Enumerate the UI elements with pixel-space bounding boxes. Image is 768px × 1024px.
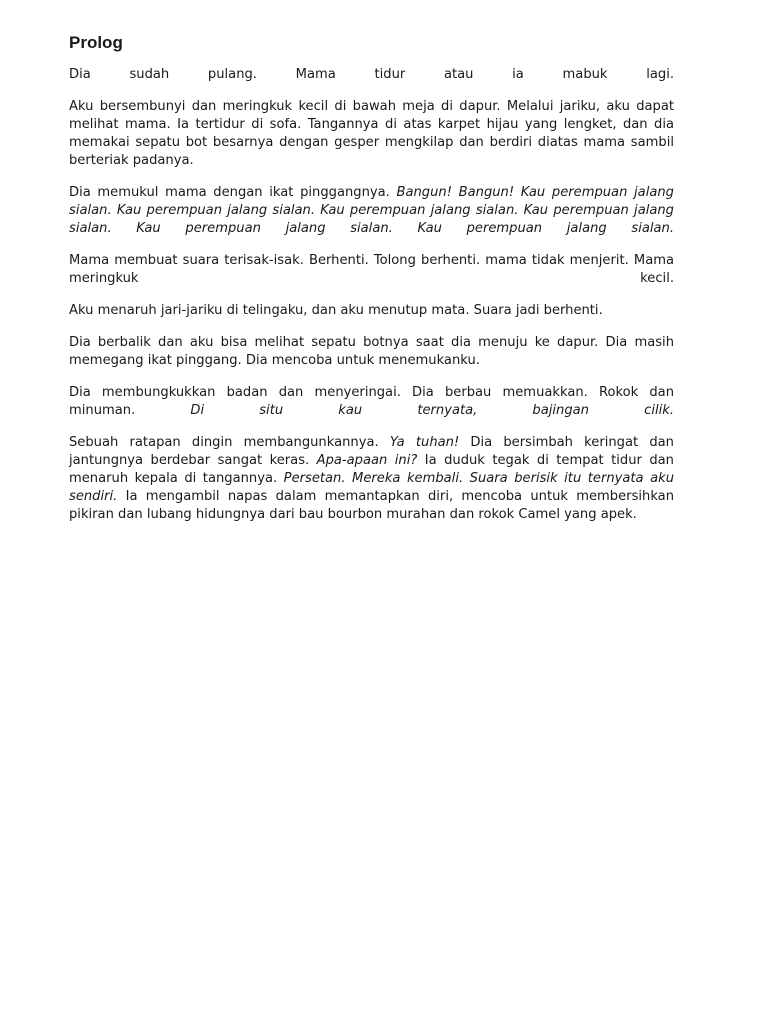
- paragraph-1: [69, 66, 674, 84]
- paragraph-7: [69, 384, 674, 420]
- paragraph-text: Mama membuat suara terisak-isak. Berhenti. Tolong berhenti. mama tidak menjerit. Mama meringkuk kecil.: [69, 253, 674, 286]
- paragraph-text: Dia bersimbah keringat dan jantungnya berdebar sangat keras.: [69, 435, 674, 468]
- paragraph-text: Dia memukul mama dengan ikat pinggangnya.: [69, 185, 397, 200]
- paragraph-5: [69, 302, 674, 320]
- paragraph-8: [69, 434, 674, 524]
- paragraph-italic-text: Di situ kau ternyata, bajingan cilik.: [190, 403, 674, 418]
- paragraph-text: Ia duduk tegak di tempat tidur dan menaruh kepala di tangannya.: [69, 453, 674, 486]
- paragraph-italic-text: Persetan. Mereka kembali. Suara berisik itu ternyata aku sendiri.: [69, 471, 674, 504]
- paragraph-italic-text: Apa-apaan ini?: [316, 453, 418, 468]
- paragraph-text: Ia mengambil napas dalam memantapkan diri, mencoba untuk membersihkan pikiran dan lubang hidungnya dari bau bourbon murahan dan rokok Camel yang apek.: [69, 489, 674, 522]
- page-title: Prolog: [69, 33, 123, 52]
- paragraph-italic-text: Ya tuhan!: [389, 435, 460, 450]
- document-page: [69, 32, 674, 538]
- paragraph-6: [69, 334, 674, 370]
- paragraph-text: Dia berbalik dan aku bisa melihat sepatu botnya saat dia menuju ke dapur. Dia masih memegang ikat pinggang. Dia mencoba untuk menemukanku.: [69, 335, 674, 368]
- paragraph-4: [69, 252, 674, 288]
- paragraph-text: Dia sudah pulang. Mama tidur atau ia mabuk lagi.: [69, 67, 674, 82]
- paragraph-text: Aku menaruh jari-jariku di telingaku, dan aku menutup mata. Suara jadi berhenti.: [69, 303, 603, 318]
- paragraph-text: Aku bersembunyi dan meringkuk kecil di bawah meja di dapur. Melalui jariku, aku dapat melihat mama. Ia tertidur di sofa. Tangannya di atas karpet hijau yang lengket, dan dia memakai sepatu bot besarnya dengan gesper mengkilap dan berdiri diatas mama sambil berteriak padanya.: [69, 99, 674, 168]
- paragraph-text: Dia membungkukkan badan dan menyeringai. Dia berbau memuakkan. Rokok dan minuman.: [69, 385, 674, 418]
- paragraph-2: [69, 98, 674, 170]
- paragraph-text: Sebuah ratapan dingin membangunkannya.: [69, 435, 390, 450]
- paragraph-italic-text: Bangun! Bangun! Kau perempuan jalang sialan. Kau perempuan jalang sialan. Kau perempuan jalang sialan. Kau perempuan jalang sialan. Kau perempuan jalang sialan. Kau perempuan jalang sialan.: [69, 185, 674, 236]
- paragraph-3: [69, 184, 674, 238]
